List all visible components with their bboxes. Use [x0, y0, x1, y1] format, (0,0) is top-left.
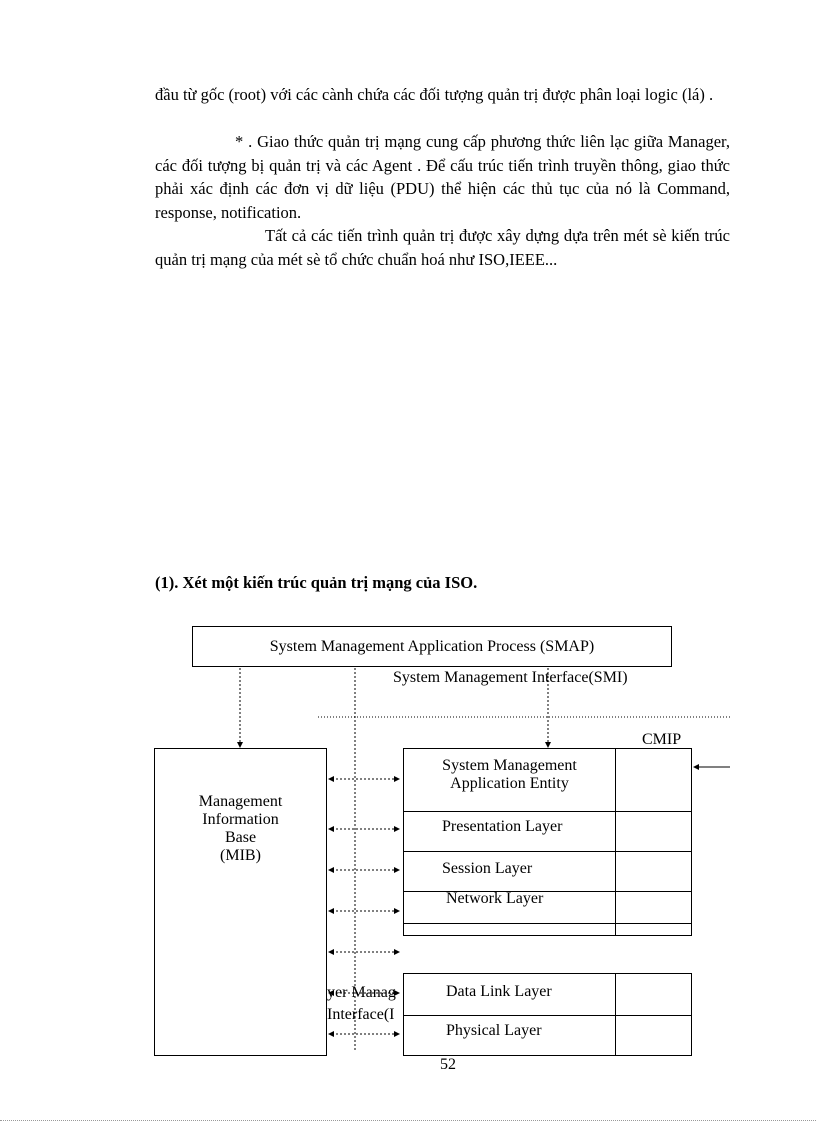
- mib-box: [154, 748, 327, 1056]
- paragraph-intro: đầu từ gốc (root) với các cành chứa các đối tượng quản trị được phân loại logic (lá) .: [155, 85, 714, 104]
- cmip-label: CMIP: [642, 731, 682, 748]
- page-footer-divider: [0, 1120, 816, 1121]
- smap-label: System Management Application Process (SMAP): [269, 637, 595, 655]
- page-number: 52: [440, 1056, 456, 1073]
- session-layer-label: Session Layer: [442, 860, 533, 877]
- paragraph-protocol: * . Giao thức quản trị mạng cung cấp phương thức liên lạc giữa Manager, các đối tượng bị quản trị và các Agent . Để cấu trúc tiến trình truyền thông, giao thức phải xác định các đơn vị dữ liệu (PDU) thể hiện các thủ tục của nó là Command, response, notification.: [155, 132, 730, 222]
- paragraph-architecture: Tất cả các tiến trình quản trị được xây dựng dựa trên mét sè kiến trúc quản trị mạng của mét sè tổ chức chuẩn hoá như ISO,IEEE...: [155, 226, 730, 269]
- datalink-layer-label: Data Link Layer: [446, 983, 552, 1000]
- lower-layer-stack: [403, 973, 692, 1056]
- upper-layer-stack: [403, 748, 692, 936]
- layer-mgmt-interface-label: yer Manag Interface(I: [327, 984, 396, 1023]
- section-heading: (1). Xét một kiến trúc quản trị mạng của ISO.: [155, 573, 478, 592]
- smae-label: System Management Application Entity: [442, 757, 577, 792]
- physical-layer-label: Physical Layer: [446, 1022, 542, 1039]
- presentation-layer-label: Presentation Layer: [442, 818, 563, 835]
- network-layer-label: Network Layer: [446, 890, 544, 907]
- mib-label: Management Information Base (MIB): [198, 793, 283, 864]
- smi-label: System Management Interface(SMI): [393, 669, 628, 686]
